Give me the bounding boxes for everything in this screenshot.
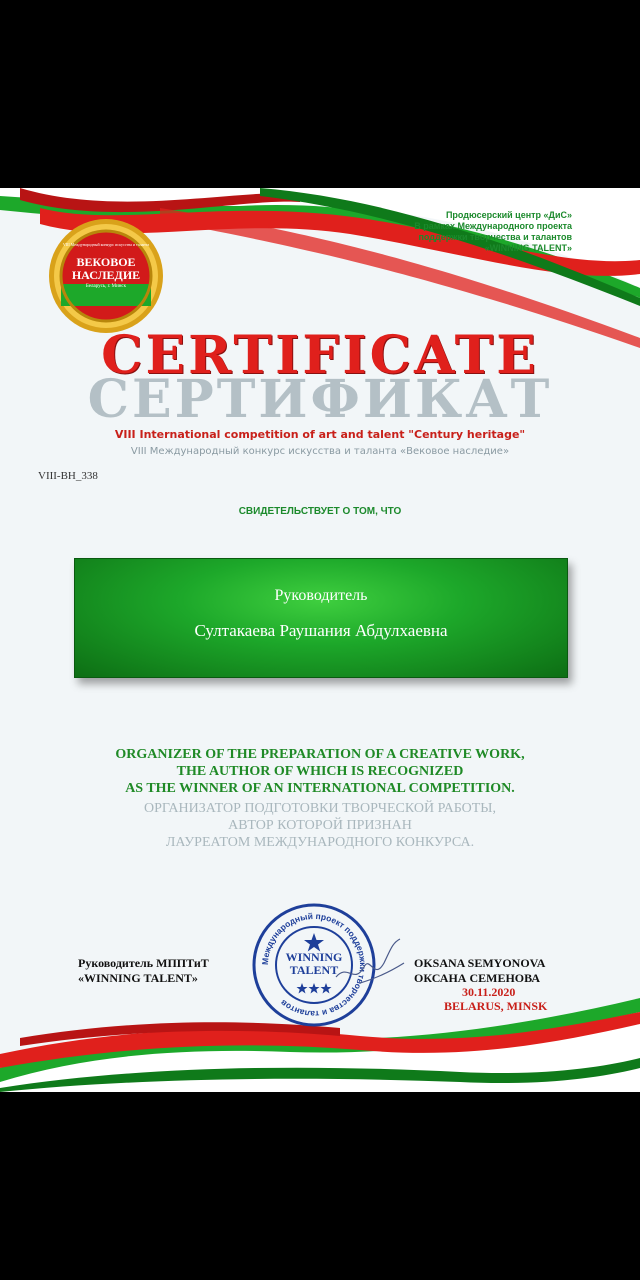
subtitle-english: VIII International competition of art and talent "Century heritage" — [114, 428, 526, 441]
stamp-line1: WINNING — [285, 950, 343, 964]
award-ru-line2: АВТОР КОТОРОЙ ПРИЗНАН — [228, 818, 412, 833]
certificate-number: VIII-ВН_338 — [38, 470, 98, 482]
producer-line1: Продюсерский центр «ДиС» — [445, 210, 572, 220]
signature-scribble — [330, 933, 410, 993]
producer-block — [332, 210, 572, 254]
stamp-line2: TALENT — [289, 963, 339, 977]
recipient-box — [74, 558, 568, 678]
signature-name-english: OKSANA SEMYONOVA — [414, 956, 546, 970]
award-en-line2: THE AUTHOR OF WHICH IS RECOGNIZED — [176, 764, 464, 779]
signature-right — [414, 956, 545, 986]
award-en-line1: ORGANIZER OF THE PREPARATION OF A CREATIVE WORK, — [115, 747, 525, 762]
title-russian: СЕРТИФИКАТ — [87, 369, 553, 430]
recipient-role: Руководитель — [274, 587, 368, 604]
award-ru-line3: ЛАУРЕАТОМ МЕЖДУНАРОДНОГО КОНКУРСА. — [165, 835, 475, 850]
logo-name-line2: НАСЛЕДИЕ — [71, 268, 141, 282]
signature-left — [78, 956, 209, 986]
certifies-text: СВИДЕТЕЛЬСТВУЕТ О ТОМ, ЧТО — [238, 506, 402, 517]
producer-line3: поддержки творчества и талантов — [418, 232, 572, 242]
logo-name-line1: ВЕКОВОЕ — [76, 255, 136, 269]
signature-date: 30.11.2020 — [462, 985, 516, 999]
signature-left-line1: Руководитель МППТиТ — [78, 956, 209, 970]
award-ru-line1: ОРГАНИЗАТОР ПОДГОТОВКИ ТВОРЧЕСКОЙ РАБОТЫ, — [143, 801, 497, 816]
producer-line4: «WINNING TALENT» — [484, 243, 572, 253]
award-text-russian — [0, 800, 640, 851]
producer-line2: В рамках Международного проекта — [414, 221, 572, 231]
award-text-english — [0, 746, 640, 797]
award-en-line3: AS THE WINNER OF AN INTERNATIONAL COMPETITION. — [125, 781, 515, 796]
signature-left-line2: «WINNING TALENT» — [78, 971, 198, 985]
recipient-name: Султакаева Раушания Абдулхаевна — [194, 621, 448, 640]
certificate — [0, 188, 640, 1092]
signature-name-russian: ОКСАНА СЕМЕНОВА — [414, 971, 541, 985]
logo-name — [48, 256, 164, 282]
logo-bottom-text: Беларусь, г. Минск — [85, 284, 127, 289]
signature-place: BELARUS, MINSK — [444, 999, 548, 1013]
subtitle-russian: VIII Международный конкурс искусства и таланта «Вековое наследие» — [130, 446, 510, 457]
stamp-ring-text: Международный проект поддержки творчества и талантов — [259, 910, 369, 1020]
logo-top-text: VIII Международный конкурс искусства и таланта — [62, 242, 150, 247]
title-english: CERTIFICATE — [101, 325, 539, 386]
